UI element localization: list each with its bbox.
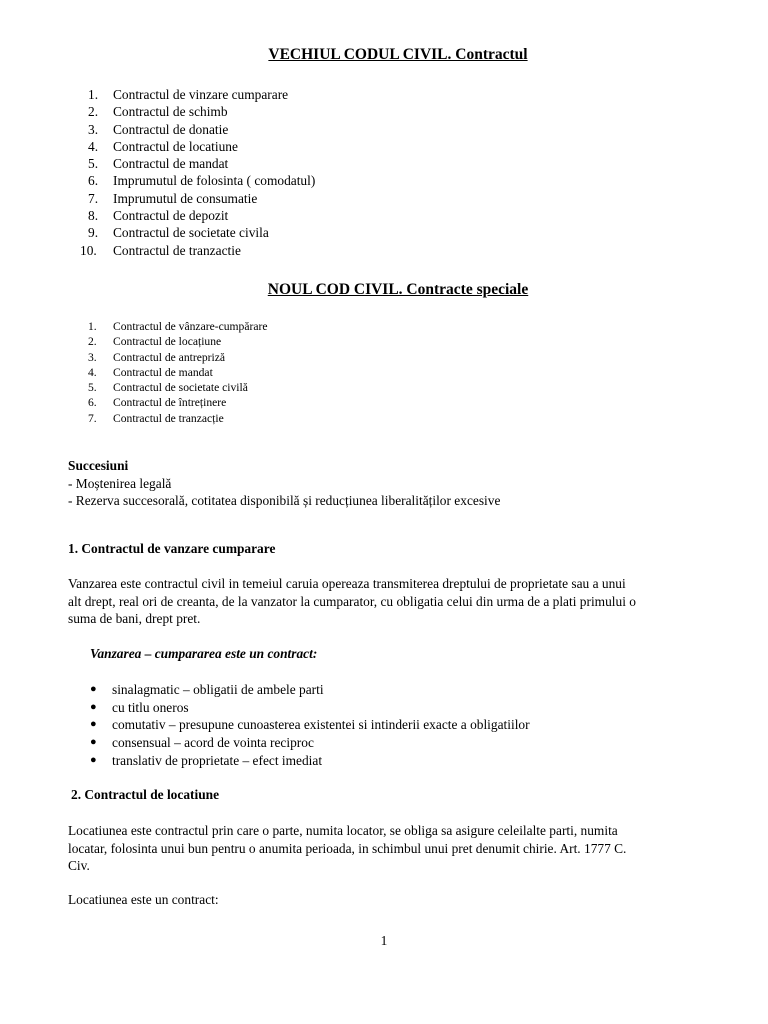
list-item bbox=[86, 365, 268, 380]
section1-heading: 1. Contractul de vanzare cumparare bbox=[68, 541, 276, 556]
new-contracts-list bbox=[86, 319, 268, 426]
list-item bbox=[90, 681, 530, 699]
list-item-text: translativ de proprietate – efect imediat bbox=[112, 752, 323, 768]
list-number: 2. bbox=[88, 335, 97, 349]
list-item-text: Contractul de societate civila bbox=[113, 225, 269, 241]
succesiuni-heading: Succesiuni bbox=[68, 458, 129, 473]
section1-paragraph bbox=[68, 575, 704, 628]
list-item bbox=[86, 224, 315, 241]
list-item-text: Contractul de locațiune bbox=[113, 335, 222, 349]
succesiuni-line: - Moștenirea legală bbox=[68, 475, 172, 491]
list-item-text: Imprumutul de consumatie bbox=[113, 190, 258, 206]
list-item-text: Contractul de tranzactie bbox=[113, 242, 241, 258]
paragraph-line: locatar, folosinta unui bun pentru o anumita perioada, in schimbul unui pret denumit chirie. Art. 1777 C. bbox=[68, 840, 627, 856]
page-number: 1 bbox=[380, 933, 388, 948]
list-item bbox=[90, 734, 530, 752]
list-item bbox=[86, 350, 268, 365]
list-item bbox=[90, 716, 530, 734]
list-item bbox=[86, 411, 268, 426]
list-item-text: Contractul de depozit bbox=[113, 208, 229, 224]
paragraph-line: Civ. bbox=[68, 858, 90, 874]
section2-heading: 2. Contractul de locatiune bbox=[71, 787, 220, 802]
list-item bbox=[90, 752, 530, 770]
list-number: 4. bbox=[88, 365, 97, 379]
list-item-text: Contractul de tranzacție bbox=[113, 411, 224, 425]
list-item bbox=[86, 155, 315, 172]
list-item-text: Contractul de donatie bbox=[113, 121, 229, 137]
bullet-icon: ● bbox=[90, 683, 97, 695]
list-item-text: Contractul de mandat bbox=[113, 365, 213, 379]
list-item-text: consensual – acord de vointa reciproc bbox=[112, 735, 314, 751]
list-item-text: Contractul de întreținere bbox=[113, 396, 227, 410]
list-item-text: cu titlu oneros bbox=[112, 699, 189, 715]
list-item-text: sinalagmatic – obligatii de ambele parti bbox=[112, 682, 324, 697]
list-number: 8. bbox=[88, 208, 99, 224]
list-item bbox=[86, 190, 315, 207]
succesiuni-line: - Rezerva succesorală, cotitatea disponibilă și reducțiunea liberalităților excesive bbox=[68, 493, 501, 509]
paragraph-line: Locatiunea este contractul prin care o parte, numita locator, se obliga sa asigure celeilalte parti, numita bbox=[68, 823, 618, 838]
paragraph-line: alt drept, real ori de creanta, de la vanzator la cumparator, cu obligatia celui din urma de a plati primului o bbox=[68, 593, 636, 609]
title-new-civil-code: NOUL COD CIVIL. Contracte speciale bbox=[267, 281, 529, 298]
list-number: 7. bbox=[88, 190, 99, 206]
list-item bbox=[86, 103, 315, 120]
list-item bbox=[86, 380, 268, 395]
section2-after-text: Locatiunea este un contract: bbox=[68, 892, 219, 907]
list-item bbox=[86, 138, 315, 155]
list-number: 10. bbox=[80, 242, 97, 258]
old-contracts-list bbox=[80, 86, 316, 259]
succesiuni-section bbox=[68, 457, 704, 510]
list-item bbox=[86, 172, 315, 189]
list-item bbox=[90, 699, 530, 717]
list-number: 5. bbox=[88, 156, 99, 172]
list-item-text: Contractul de schimb bbox=[113, 104, 228, 120]
list-number: 4. bbox=[88, 138, 99, 154]
list-item-text: Contractul de antrepriză bbox=[113, 350, 226, 364]
list-item-text: Contractul de mandat bbox=[113, 156, 229, 172]
list-number: 2. bbox=[88, 104, 99, 120]
list-item bbox=[86, 121, 315, 138]
paragraph-line: Vanzarea este contractul civil in temeiul caruia opereaza transmiterea dreptului de proprietate sau a unui bbox=[68, 576, 626, 591]
list-number: 3. bbox=[88, 121, 99, 137]
list-item-text: Imprumutul de folosinta ( comodatul) bbox=[113, 173, 316, 189]
list-number: 5. bbox=[88, 381, 97, 395]
list-item-text: Contractul de vânzare-cumpărare bbox=[113, 320, 268, 333]
list-number: 9. bbox=[88, 225, 99, 241]
list-number: 1. bbox=[88, 320, 97, 333]
list-item bbox=[86, 395, 268, 410]
section2-paragraph bbox=[68, 822, 704, 875]
list-number: 7. bbox=[88, 411, 97, 425]
contract-characteristics-list bbox=[90, 681, 530, 769]
list-item-text: Contractul de vinzare cumparare bbox=[113, 87, 289, 102]
title-old-civil-code: VECHIUL CODUL CIVIL. Contractul bbox=[268, 46, 528, 63]
bullet-icon: ● bbox=[90, 700, 97, 713]
list-number: 6. bbox=[88, 173, 99, 189]
list-item bbox=[86, 334, 268, 349]
list-item-text: comutativ – presupune cunoasterea existentei si intinderii exacte a obligatiilor bbox=[112, 717, 530, 733]
list-item-text: Contractul de societate civilă bbox=[113, 381, 248, 395]
list-item bbox=[86, 86, 315, 103]
bullet-icon: ● bbox=[90, 718, 97, 731]
list-number: 3. bbox=[88, 350, 97, 364]
bullet-icon: ● bbox=[90, 736, 97, 749]
paragraph-line: suma de bani, drept pret. bbox=[68, 611, 201, 627]
list-item-text: Contractul de locatiune bbox=[113, 138, 238, 154]
list-item bbox=[86, 319, 268, 334]
bullet-icon: ● bbox=[90, 753, 97, 766]
section1-subheading: Vanzarea – cumpararea este un contract: bbox=[90, 646, 318, 661]
list-number: 1. bbox=[88, 87, 99, 102]
list-number: 6. bbox=[88, 396, 97, 410]
list-item bbox=[80, 242, 315, 259]
list-item bbox=[86, 207, 315, 224]
